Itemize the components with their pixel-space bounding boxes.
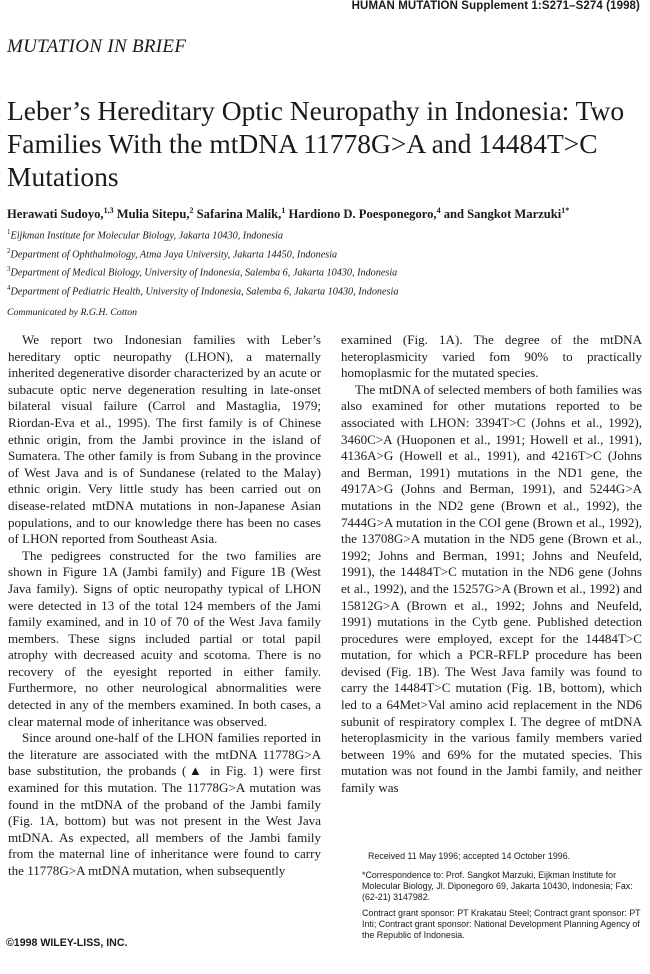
author-list <box>7 206 647 222</box>
author-name: and Sangkot Marzuki <box>440 207 562 222</box>
author-name: Safarina Malik, <box>193 207 282 222</box>
body-column-right <box>341 332 642 797</box>
body-column-left <box>8 332 321 880</box>
body-paragraph: The mtDNA of selected members of both families was also examined for other mutations reported to be associated with LHON: 3394T>C (Johns et al., 1992), 3460C>A (Huoponen et al., 1991; Howell et al., 1991), 4136A>G (Howell et al., 1991), and 4216T>C (Johns and Berman, 1991) mutations in the ND1 gene, the 4917A>G (Johns and Berman, 1991), and 5244G>A mutations in the ND2 gene (Brown et al., 1992), the 7444G>A mutation in the COI gene (Brown et al., 1992), the 13708G>A mutation in the ND5 gene (Brown et al., 1992; Johns and Berman, 1991; Johns and Neufeld, 1991), the 14484T>C mutation in the ND6 gene (Johns et al., 1992), and the 15257G>A (Brown et al., 1992) and 15812G>A (Brown et al., 1992; Johns and Neufeld, 1991) mutations in the Cytb gene. Published detection procedures were employed, except for the 14484T>C mutation, for which a PCR-RFLP procedure has been devised (Fig. 1B). The West Java family was found to carry the 14484T>C mutation (Fig. 1B, bottom), which led to a 64Met>Val amino acid replacement in the ND6 subunit of respiratory complex I. The degree of mtDNA heteroplasmicity in the various family members varied between 19% and 69% for the mutated species. This mutation was not found in the Jambi family, and neither family was <box>341 381 642 796</box>
correspondence-note: *Correspondence to: Prof. Sangkot Marzuki, Eijkman Institute for Molecular Biology, Jl. Diponegoro 69, Jakarta 10430, Indonesia; Fax: (62-21) 3147982. <box>362 870 633 902</box>
author-affiliation-marker: 4 <box>436 206 441 215</box>
body-paragraph: Since around one-half of the LHON families reported in the literature are associated with the mtDNA 11778G>A base substitution, the probands (▲ in Fig. 1) were first examined for this mutation. The 11778G>A mutation was found in the mtDNA of the proband of the Jambi family (Fig. 1A, bottom) but was not present in the West Java mtDNA. As expected, all members of the Jambi family from the maternal line of inheritance were found to carry the 11778G>A mtDNA mutation, when subsequently <box>8 730 321 878</box>
affiliation-number: 3 <box>7 265 11 274</box>
affiliation-number: 1 <box>7 228 11 236</box>
affiliation-text: Department of Pediatric Health, University of Indonesia, Salemba 6, Jakarta 10430, Indonesia <box>10 286 399 298</box>
article-title: Leber’s Hereditary Optic Neuropathy in Indonesia: Two Families With the mtDNA 11778G>A and 14484T>C Mutations <box>7 95 625 192</box>
author-name: Hardiono D. Poesponegoro, <box>285 207 437 222</box>
author-name: Mulia Sitepu, <box>113 207 190 222</box>
affiliation <box>7 281 647 300</box>
author-affiliation-marker: 1,3 <box>103 206 114 215</box>
grant-sponsors: Contract grant sponsor: PT Krakatau Steel; Contract grant sponsor: PT Inti; Contract grant sponsor: National Development Planning Agency of the Republic of Indonesia. <box>362 908 641 940</box>
copyright-notice: ©1998 WILEY-LISS, INC. <box>6 937 128 949</box>
received-date: Received 11 May 1996; accepted 14 October 1996. <box>368 851 571 861</box>
affiliation-text: Eijkman Institute for Molecular Biology, Jakarta 10430, Indonesia <box>10 230 283 242</box>
body-paragraph: The pedigrees constructed for the two families are shown in Figure 1A (Jambi family) and Figure 1B (West Java family). Signs of optic neuropathy typical of LHON were detected in 13 of the total 124 members of the Jami family examined, and in 10 of 70 of the West Java family members. These signs included partial or total papil atrophy with decreased acuity and scotoma. There is no recovery of the eyesight reported in either family. Furthermore, no other neurological abnormalities were detected in any of the members examined. In both cases, a clear maternal mode of inheritance was observed. <box>8 547 321 729</box>
author-affiliation-marker: 1* <box>561 206 570 215</box>
affiliation-number: 4 <box>7 283 11 292</box>
affiliation-number: 2 <box>7 246 11 255</box>
affiliation <box>7 225 647 244</box>
communicated-by: Communicated by R.G.H. Cotton <box>7 307 138 318</box>
affiliation-text: Department of Ophthalmology, Atma Jaya University, Jakarta 14450, Indonesia <box>10 248 338 260</box>
journal-header: HUMAN MUTATION Supplement 1:S271–S274 (1998) <box>351 0 640 12</box>
body-paragraph: We report two Indonesian families with Leber’s hereditary optic neuropathy (LHON), a maternally inherited degenerative disorder characterized by an acute or subacute optic nerve degeneration resulting in late-onset bilateral visual failure (Carrol and Mastaglia, 1979; Riordan-Eva et al., 1995). The first family is of Chinese ethnic origin, from the Jambi province in the island of Sumatera. The other family is from Subang in the province of West Java and is of Sundanese (related to the Malay) ethnic origin. Very little study has been carried out on disease-related mtDNA mutations in non-Japanese Asian populations, and to our knowledge there has been no cases of LHON reported from Southeast Asia. <box>8 332 321 547</box>
affiliation-list <box>7 225 647 299</box>
author-affiliation-marker: 1 <box>281 206 286 215</box>
affiliation-text: Department of Medical Biology, University of Indonesia, Salemba 6, Jakarta 10430, Indonesia <box>10 267 398 279</box>
footnotes <box>362 851 643 946</box>
section-label: MUTATION IN BRIEF <box>7 36 187 57</box>
affiliation <box>7 244 647 263</box>
author-name: Herawati Sudoyo, <box>7 207 104 222</box>
body-paragraph: examined (Fig. 1A). The degree of the mtDNA heteroplasmicity varied fom 90% to practically homoplasmic for the mutated species. <box>341 332 642 381</box>
author-affiliation-marker: 2 <box>189 206 194 215</box>
affiliation <box>7 262 647 281</box>
